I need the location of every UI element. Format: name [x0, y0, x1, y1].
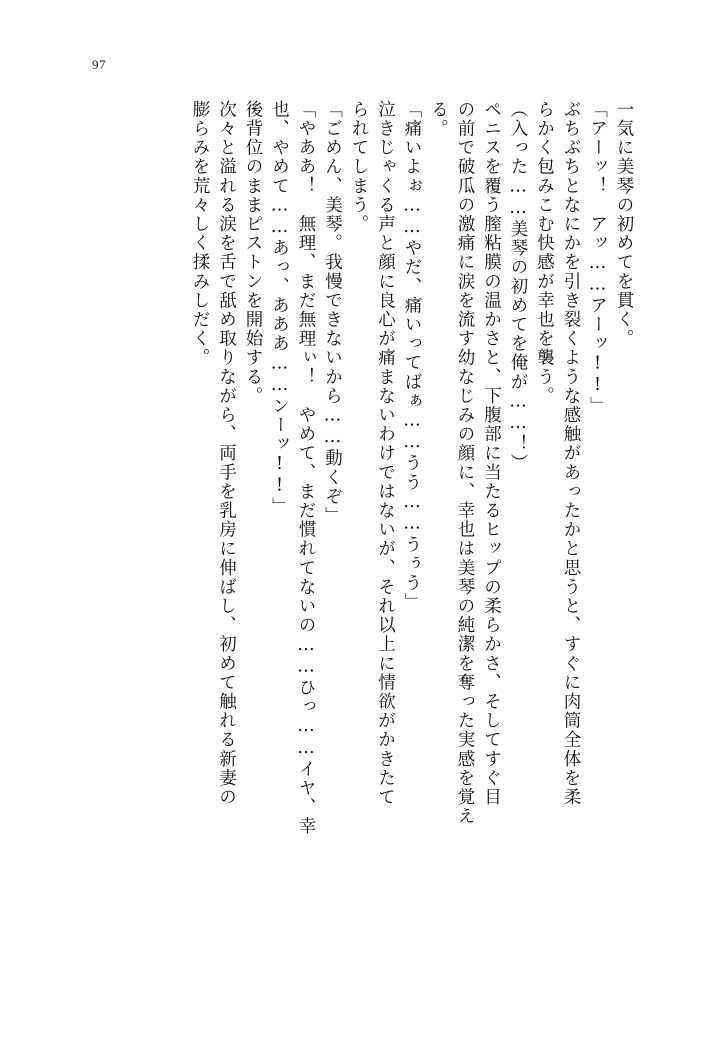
page-number: 97 [92, 57, 106, 72]
vertical-text-body [62, 100, 632, 1030]
text-line: 也、やめて……あっ、あああ……ンーッ!!」 [269, 100, 290, 517]
text-line: 「ごめん、美琴。我慢できないから……動くぞ」 [322, 100, 343, 526]
text-line: の前で破瓜の激痛に涙を流す幼なじみの顔に、幸也は美琴の純潔を奪った実感を覚え [455, 100, 475, 826]
text-line: られてしまう。 [349, 100, 369, 234]
text-line: 泣きじゃくる声と顔に良心が痛まないわけではないが、それ以上に情欲がかきたて [375, 100, 396, 807]
text-line: 膨らみを荒々しく揉みしだく。 [190, 100, 210, 368]
text-line: 次々と溢れる涙を舌で舐め取りながら、両手を乳房に伸ばし、初めて触れる新妻の [216, 100, 237, 807]
text-line: 「アーッ！ アッ……アーッ!!」 [587, 100, 608, 416]
text-line: 後背位のままピストンを開始する。 [243, 100, 263, 406]
text-line: 「痛いよぉ……やだ、痛いってばぁ……うう……うぅう」 [402, 100, 422, 612]
text-line: る。 [428, 100, 449, 139]
text-line: 一気に美琴の初めてを貫く。 [614, 100, 634, 349]
text-line: 「やああ！ 無理、まだ無理ぃ！ やめて、まだ慣れてないの……ひっ……イヤ、幸 [296, 100, 316, 836]
text-line: らかく包みこむ快感が幸也を襲う。 [534, 100, 555, 406]
text-line: ペニスを覆う膣粘膜の温かさと、下腹部に当たるヒップの柔らかさ、そしてすぐ目 [481, 100, 502, 807]
text-line: （入った……美琴の初めてを俺が……！） [508, 100, 528, 473]
text-line: ぶちぶちとなにかを引き裂くような感触があったかと思うと、すぐに肉筒全体を柔 [561, 100, 581, 807]
